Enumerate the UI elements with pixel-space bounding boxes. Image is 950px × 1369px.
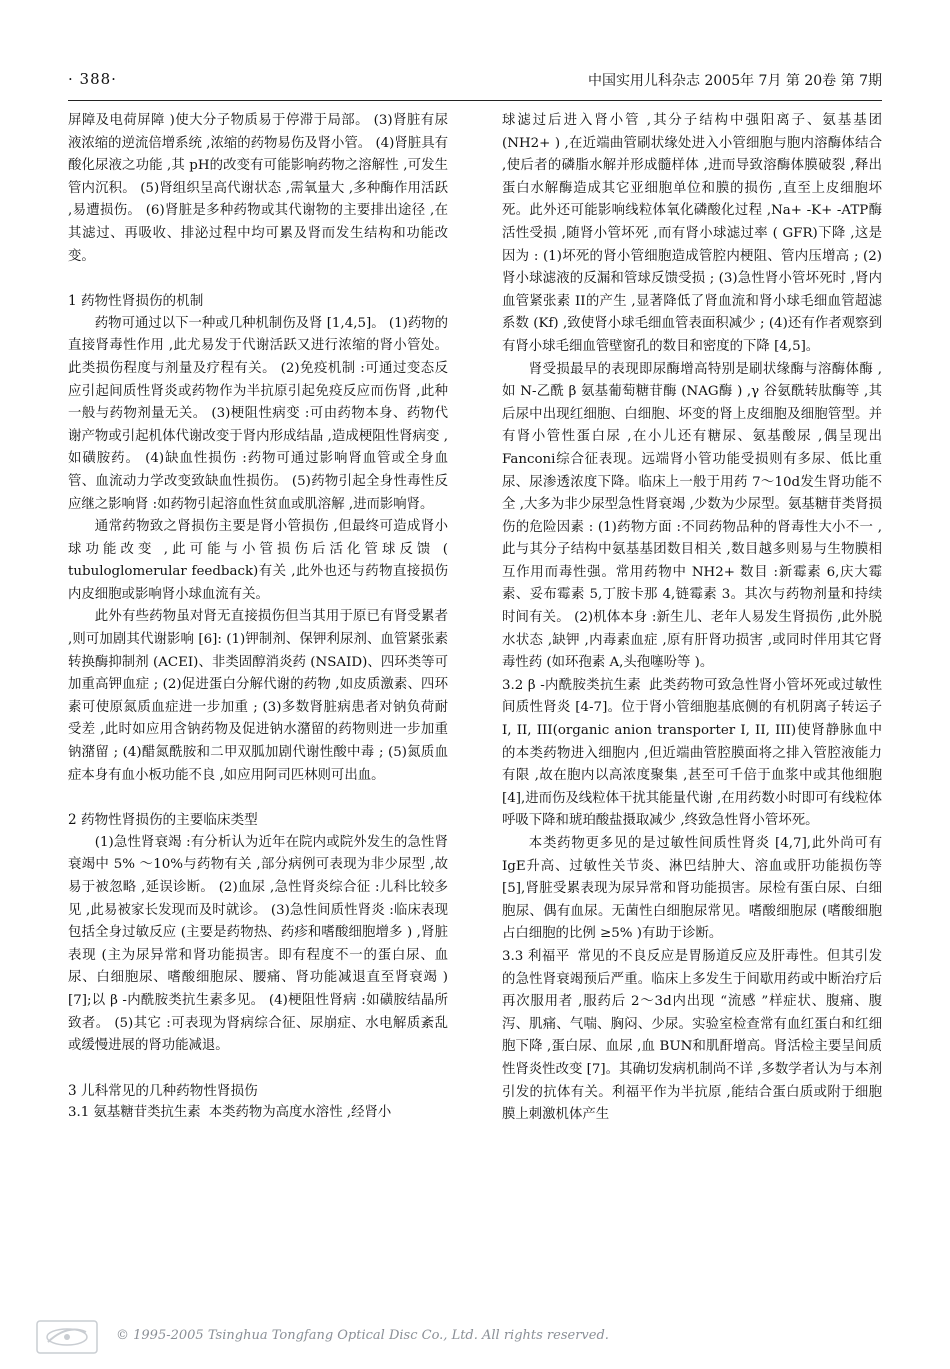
section-heading: 1 药物性肾损伤的机制: [68, 293, 204, 310]
page-number: · 388·: [68, 70, 117, 88]
paragraph-text: 此类药物可致急性肾小管坏死或过敏性间质性肾炎 [4-7]。位于肾小管细胞基底侧的有机阴离子转运子 I, II, III(organic anion transporter I, II, III)使肾静脉血中的本类药物进入细胞内 ,但近端曲管腔膜面将之排入管腔液能力有限 ,故在胞内以高浓度聚集 ,甚至可千倍于血浆中或其他细胞 [4],进而伤及线粒体干扰其能量代谢 ,在用药数小时即可有线粒体呼吸下降和琥珀酸盐摄取减少 ,终致急性肾小管坏死。: [502, 677, 883, 829]
paragraph: [68, 1102, 448, 1125]
subsection-heading: 3.3 利福平: [502, 948, 570, 964]
left-column: [68, 110, 448, 1125]
subsection-heading: 3.1 氨基糖苷类抗生素: [68, 1105, 201, 1121]
paragraph: [502, 110, 882, 359]
paragraph: [502, 833, 882, 946]
page-header: [68, 70, 882, 96]
paragraph: [502, 359, 882, 675]
paragraph: [502, 675, 882, 833]
paragraph: [68, 313, 448, 516]
copyright-notice: © 1995-2005 Tsinghua Tongfang Optical Disc Co., Ltd. All rights reserved.: [116, 1328, 609, 1343]
paragraph: [68, 832, 448, 1058]
page-footer: [36, 1318, 916, 1358]
paragraph: [502, 946, 882, 1127]
paragraph-text: 本类药物为高度水溶性 ,经肾小: [208, 1105, 392, 1121]
paragraph: [68, 110, 448, 268]
paragraph-text: 通常药物致之肾损伤主要是肾小管损伤 ,但最终可造成肾小球功能改变 ,此可能与小管损伤后活化管球反馈 ( tubuloglomerular feedback)有关 ,此外也还与药物直接损伤内皮细胞或影响肾小球血流有关。: [68, 519, 448, 602]
paragraph-text: 本类药物更多见的是过敏性间质性肾炎 [4,7],此外尚可有 IgE升高、过敏性关节炎、淋巴结肿大、溶血或肝功能损伤等 [5],肾脏受累表现为尿异常和肾功能损害。尿检有蛋白尿、白细胞尿、偶有血尿。无菌性白细胞尿常见。嗜酸细胞尿 (嗜酸细胞占白细胞的比例 ≥5% )有助于诊断。: [502, 836, 882, 942]
publisher-logo-icon: [36, 1320, 98, 1354]
journal-citation: 中国实用儿科杂志 2005年 7月 第 20卷 第 7期: [588, 73, 882, 89]
paragraph: [68, 516, 448, 606]
right-column: [502, 110, 882, 1127]
paragraph-text: 肾受损最早的表现即尿酶增高特别是刷状缘酶与溶酶体酶 ,如 N-乙酰 β 氨基葡萄糖苷酶 (NAG酶 ) ,γ 谷氨酰转肽酶等 ,其后尿中出现红细胞、白细胞、坏变的肾上皮细胞及细胞管型。并有肾小管性蛋白尿 ,在小儿还有糖尿、氨基酸尿 ,偶呈现出 Fanconi综合征表现。远端肾小管功能受损则有多尿、低比重尿、尿渗透浓度下降。临床上一般于用药 7～10d发生肾功能不全 ,大多为非少尿型急性肾衰竭 ,少数为少尿型。氨基糖苷类肾损伤的危险因素 : (1)药物方面 :不同药物品种的肾毒性大小不一 ,此与其分子结构中氨基基团数目相关 ,数目越多则易与生物膜相互作用而毒性强。常用药物中 NH2+ 数目 :新霉素 6,庆大霉素、妥布霉素 5,丁胺卡那 4,链霉素 3。其次与药物剂量和持续时间有关。 (2)机体本身 :新生儿、老年人易发生肾损伤 ,此外脱水状态 ,缺钾 ,内毒素血症 ,原有肝肾功损害 ,或同时伴用其它肾毒性药 (如环孢素 A,头孢噻吩等 )。: [502, 361, 882, 671]
section-heading: 3 儿科常见的几种药物性肾损伤: [68, 1082, 258, 1099]
paragraph-text: 药物可通过以下一种或几种机制伤及肾 [1,4,5]。 (1)药物的直接肾毒性作用 ,此尤易发于代谢活跃又进行浓缩的肾小管处。此类损伤程度与剂量及疗程有关。 (2)免疫机制 :可通过变态反应引起间质性肾炎或药物作为半抗原引起免疫反应而伤肾 ,此种一般与药物剂量无关。 (3)梗阻性病变 :可由药物本身、药物代谢产物或引起机体代谢改变于肾内形成结晶 ,造成梗阻性肾病变 ,如磺胺药。 (4)缺血性损伤 :药物可通过影响肾血管或全身血管、血流动力学改变致缺血性损伤。 (5)药物引起全身性毒性反应继之影响肾 :如药物引起溶血性贫血或肌溶解 ,进而影响肾。: [68, 315, 448, 512]
paragraph-text: 屏障及电荷屏障 )使大分子物质易于停滞于局部。 (3)肾脏有尿液浓缩的逆流倍增系统 ,浓缩的药物易伤及肾小管。 (4)肾脏具有酸化尿液之功能 ,其 pH的改变有可能影响药物之溶解性 ,可发生管内沉积。 (5)肾组织呈高代谢状态 ,需氧量大 ,多种酶作用活跃 ,易遭损伤。 (6)肾脏是多种药物或其代谢物的主要排出途径 ,在其滤过、再吸收、排泌过程中均可累及肾而发生结构和功能改变。: [68, 113, 448, 264]
header-rule: [68, 100, 882, 101]
paragraph-text: 球滤过后进入肾小管 ,其分子结构中强阳离子、氨基基团 (NH2+ ) ,在近端曲管刷状缘处进入小管细胞与胞内溶酶体结合 ,使后者的磷脂水解并形成髓样体 ,进而导致溶酶体膜破裂 ,释出蛋白水解酶造成其它亚细胞单位和膜的损伤 ,直至上皮细胞坏死。此外还可能影响线粒体氧化磷酸化过程 ,Na+ -K+ -ATP酶活性受损 ,随肾小管坏死 ,而有肾小球滤过率 ( GFR)下降 ,这是因为 : (1)坏死的肾小管细胞造成管腔内梗阻、管内压增高 ; (2)肾小球滤液的反漏和管球反馈受损 ; (3)急性肾小管坏死时 ,肾内血管紧张素 II的产生 ,显著降低了肾血流和肾小球毛细血管超滤系数 (Kf) ,致使肾小球毛细血管表面积减少 ; (4)还有作者观察到有肾小球毛细血管壁窗孔的数目和密度的下降 [4,5]。: [502, 113, 882, 354]
paragraph-text: 此外有些药物虽对肾无直接损伤但当其用于原已有肾受累者 ,则可加剧其代谢影响 [6]: (1)钾制剂、保钾利尿剂、血管紧张素转换酶抑制剂 (ACEI)、非类固醇消炎药 (NSAID)、四环类等可加重高钾血症 ; (2)促进蛋白分解代谢的药物 ,如皮质激素、四环素可使原氮质血症进一步加重 ; (3)多数肾脏病患者对钠负荷耐受差 ,此时如应用含钠药物及促进钠水潴留的药物则进一步加重钠潴留 ; (4)醋氮酰胺和二甲双胍加剧代谢性酸中毒 ; (5)氮质血症本身有血小板功能不良 ,如应用阿司匹林则可出血。: [68, 609, 448, 783]
paragraph-text: 常见的不良反应是胃肠道反应及肝毒性。但其引发的急性肾衰竭预后严重。临床上多发生于间歇用药或中断治疗后再次服用者 ,服药后 2～3d内出现 “流感 ”样症状、腹痛、腹泻、肌痛、气喘、胸闷、少尿。实验室检查常有血红蛋白和红细胞下降 ,蛋白尿、血尿 ,血 BUN和肌酐增高。肾活检主要呈间质性肾炎性改变 [7]。其确切发病机制尚不详 ,多数学者认为与本剂引发的抗体有关。利福平作为半抗原 ,能结合蛋白质或附于细胞膜上刺激机体产生: [502, 948, 882, 1123]
subsection-heading: 3.2 β -内酰胺类抗生素: [502, 677, 642, 693]
paragraph-text: (1)急性肾衰竭 :有分析认为近年在院内或院外发生的急性肾衰竭中 5% ～10%与药物有关 ,部分病例可表现为非少尿型 ,故易于被忽略 ,延误诊断。 (2)血尿 ,急性肾炎综合征 :儿科比较多见 ,此易被家长发现而及时就诊。 (3)急性间质性肾炎 :临床表现包括全身过敏反应 (主要是药物热、药疹和嗜酸细胞增多 ) ,肾脏表现 (主为尿异常和肾功能损害。即有程度不一的蛋白尿、血尿、白细胞尿、嗜酸细胞尿、腰痛、肾功能减退直至肾衰竭 ) [7];以 β -内酰胺类抗生素多见。 (4)梗阻性肾病 :如磺胺结晶所致者。 (5)其它 :可表现为肾病综合征、尿崩症、水电解质紊乱或缓慢进展的肾功能减退。: [68, 834, 448, 1054]
paragraph: [68, 606, 448, 787]
section-heading: 2 药物性肾损伤的主要临床类型: [68, 812, 258, 829]
